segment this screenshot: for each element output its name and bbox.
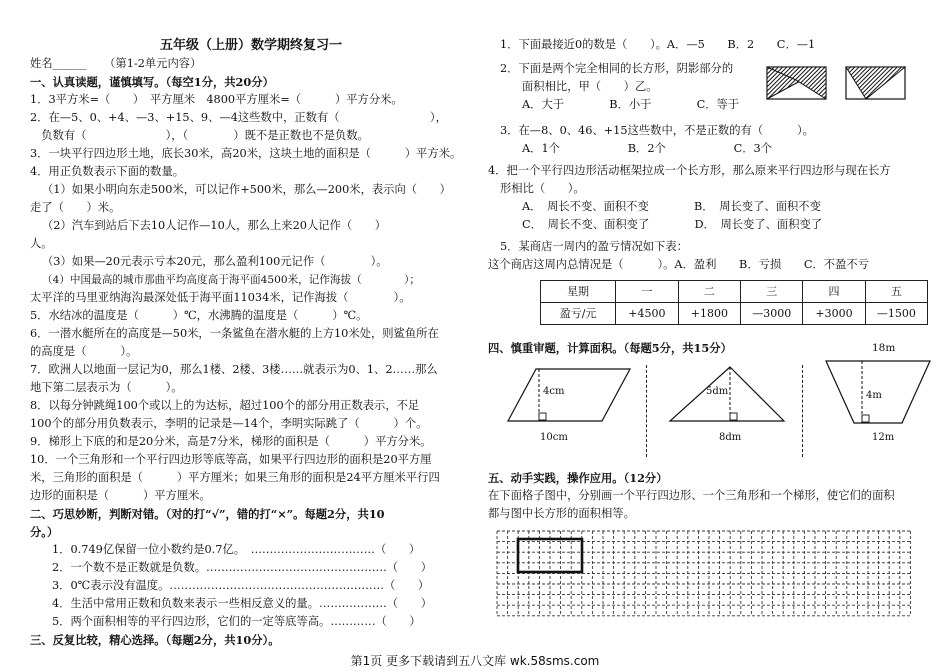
- trapezoid-top-label: 18m: [872, 342, 896, 354]
- page-footer: 第1页 更多下载请到五八文库 wk.58sms.com: [350, 654, 600, 668]
- section-3-heading: 三、反复比较，精心选择。（每题2分，共10分）。: [30, 633, 280, 647]
- judge-item-4: 4．生活中常用正数和负数来表示一些相反意义的量。………………（ ）: [52, 597, 432, 610]
- name-line: [30, 55, 472, 73]
- q1-2a: 2．在—5、0、+4、—3、+15、9、—4这些数中，正数有（ ），: [30, 111, 447, 124]
- rectangle-jia: [767, 67, 826, 99]
- choice-q4a: 4．把一个平行四边形活动框架拉成一个长方形，那么原来平行四边形与现在长方: [488, 164, 891, 177]
- table-row: [541, 303, 928, 325]
- choice-q2a: 2．下面是两个完全相同的长方形，阴影部分的: [500, 62, 734, 75]
- choice-q3a: 3．在—8、0、46、+15这些数中，不是正数的有（ ）。: [500, 124, 814, 137]
- section-2-heading-cont: 分。）: [30, 525, 59, 539]
- q1-4-2a: （2）汽车到站后下去10人记作—10人，那么上来20人记作（ ）: [42, 219, 387, 232]
- choice-q5a: 5．某商店一周内的盈亏情况如下表：: [500, 240, 688, 253]
- table-cell: 盈亏/元: [541, 303, 616, 325]
- section-1-heading: 一、认真读题，谨慎填写。（每空1分，共20分）: [30, 75, 274, 89]
- section-2-heading: 二、巧思妙断，判断对错。（对的打“√”，错的打“×”。每题2分，共10: [30, 507, 385, 521]
- section-5-heading: 五、动手实践，操作应用。（12分）: [488, 471, 668, 485]
- judge-item-5: 5．两个面积相等的平行四边形，它们的一定等底等高。…………（ ）: [52, 615, 421, 628]
- drawing-grid[interactable]: [495, 529, 915, 619]
- parallelogram-base-label: 10cm: [540, 432, 568, 443]
- name-label: 姓名______: [30, 57, 87, 70]
- table-cell: +1800: [678, 303, 741, 325]
- trapezoid-base-label: 12m: [872, 432, 895, 443]
- section-5-desc-2: 都与图中长方形的面积相等。: [488, 507, 635, 520]
- table-header-row: [541, 281, 928, 303]
- table-header-cell: 三: [741, 281, 803, 303]
- table-header-cell: 二: [678, 281, 741, 303]
- section-5-desc-1: 在下面格子图中，分别画一个平行四边形、一个三角形和一个梯形，使它们的面积: [488, 489, 895, 502]
- q1-10b: 米，三角形的面积是（ ）平方厘米；如果三角形的面积是24平方厘米平行四: [30, 471, 440, 484]
- profit-table: [540, 280, 928, 325]
- judge-item-1: 1．0.749亿保留一位小数约是0.7亿。 ……………………………（ ）: [52, 543, 421, 556]
- q1-3: 3．一块平行四边形土地，底长30米，高20米，这块土地的面积是（ ）平方米。: [30, 147, 462, 160]
- table-header-cell: 星期: [541, 281, 616, 303]
- choice-q5b: 这个商店这周内总情况是（ ）。A．盈利 B．亏损 C．不盈不亏: [488, 258, 869, 271]
- choice-q2-block: [488, 60, 928, 122]
- shaded-rectangles-figure: [766, 66, 916, 100]
- q1-4-1b: 走了（ ）米。: [30, 201, 121, 214]
- table-cell: —1500: [865, 303, 927, 325]
- trapezoid-height-label: 4m: [866, 390, 882, 401]
- section-4-heading: 四、慎重审题，计算面积。（每题5分，共15分）: [488, 341, 732, 355]
- q1-6a: 6．一潜水艇所在的高度是—50米，一条鲨鱼在潜水艇的上方10米处，则鲨鱼所在: [30, 327, 439, 340]
- triangle-height-label: 5dm: [706, 386, 729, 397]
- judge-item-2: 2．一个数不是正数就是负数。…………………………………………（ ）: [52, 561, 432, 574]
- choice-q4d: C． 周长不变、面积变了 D． 周长变了、面积变了: [522, 218, 823, 231]
- triangle-base-label: 8dm: [719, 432, 742, 443]
- table-header-cell: 五: [865, 281, 927, 303]
- q1-2b: 负数有（ ），（ ）既不是正数也不是负数。: [30, 129, 369, 142]
- q1-4-4b: 太平洋的马里亚纳海沟最深处低于海平面11034米，记作海拔（ ）。: [30, 291, 411, 304]
- q1-6b: 的高度是（ ）。: [30, 345, 138, 358]
- q1-10c: 边形的面积是（ ）平方厘米。: [30, 489, 211, 502]
- parallelogram-height-label: 4cm: [543, 386, 565, 397]
- choice-q4c: A． 周长不变、面积不变 B． 周长变了、面积不变: [522, 200, 821, 213]
- q1-4: 4．用正负数表示下面的数量。: [30, 165, 185, 178]
- choice-q3b: A．1个 B．2个 C．3个: [522, 142, 773, 155]
- table-cell: +3000: [803, 303, 866, 325]
- left-column: [30, 0, 472, 649]
- divider-line: [646, 365, 647, 457]
- parallelogram-figure: [506, 365, 632, 425]
- q1-10a: 10．一个三角形和一个平行四边形等底等高，如果平行四边形的面积是20平方厘: [30, 453, 432, 466]
- right-column: [488, 0, 928, 625]
- q1-8b: 100个的部分用负数表示，李明的记录是—14个，李明实际跳了（ ）个。: [30, 417, 428, 430]
- divider-line: [802, 365, 803, 457]
- choice-q4b: 形相比（ ）。: [500, 182, 585, 195]
- choice-q2b: 面积相比，甲（ ）乙。: [522, 80, 658, 93]
- table-cell: +4500: [616, 303, 679, 325]
- page-title: 五年级（上册）数学期终复习一: [159, 38, 342, 53]
- table-header-cell: 四: [803, 281, 866, 303]
- q1-4-2b: 人。: [30, 237, 53, 250]
- q1-4-4a: （4）中国最高的城市那曲平均高度高于海平面4500米，记作海拔（ ）；: [42, 274, 420, 286]
- q1-4-1a: （1）如果小明向东走500米，可以记作+500米，那么—200米，表示向（ ）: [42, 183, 451, 196]
- q1-5: 5．水结冰的温度是（ ）℃，水沸腾的温度是（ ）℃。: [30, 309, 368, 322]
- rectangle-yi: [846, 67, 905, 99]
- q1-7b: 地下第二层表示为（ ）。: [30, 381, 183, 394]
- choice-q1: 1．下面最接近0的数是（ ）。A．—5 B．2 C．—1: [500, 38, 816, 51]
- judge-item-3: 3．0℃表示没有温度。…………………………………………………（ ）: [52, 579, 430, 592]
- scope-label: （第1-2单元内容）: [104, 57, 202, 70]
- table-cell: —3000: [741, 303, 803, 325]
- q1-1: 1．3平方米=（ ） 平方厘米 4800平方厘米=（ ）平方分米。: [30, 93, 403, 106]
- choice-q2c: A．大于 B．小于 C．等于: [522, 98, 740, 111]
- q1-4-3: （3）如果—20元表示亏本20元，那么盈利100元记作（ ）。: [42, 255, 388, 268]
- table-header-cell: 一: [616, 281, 679, 303]
- q1-8a: 8．以每分钟跳绳100个或以上的为达标，超过100个的部分用正数表示，不足: [30, 399, 420, 412]
- q1-9: 9．梯形上下底的和是20分米，高是7分米，梯形的面积是（ ）平方分米。: [30, 435, 432, 448]
- q1-7a: 7．欧洲人以地面一层记为0，那么1楼、2楼、3楼……就表示为0、1、2……那么: [30, 363, 438, 376]
- area-section: [488, 339, 928, 457]
